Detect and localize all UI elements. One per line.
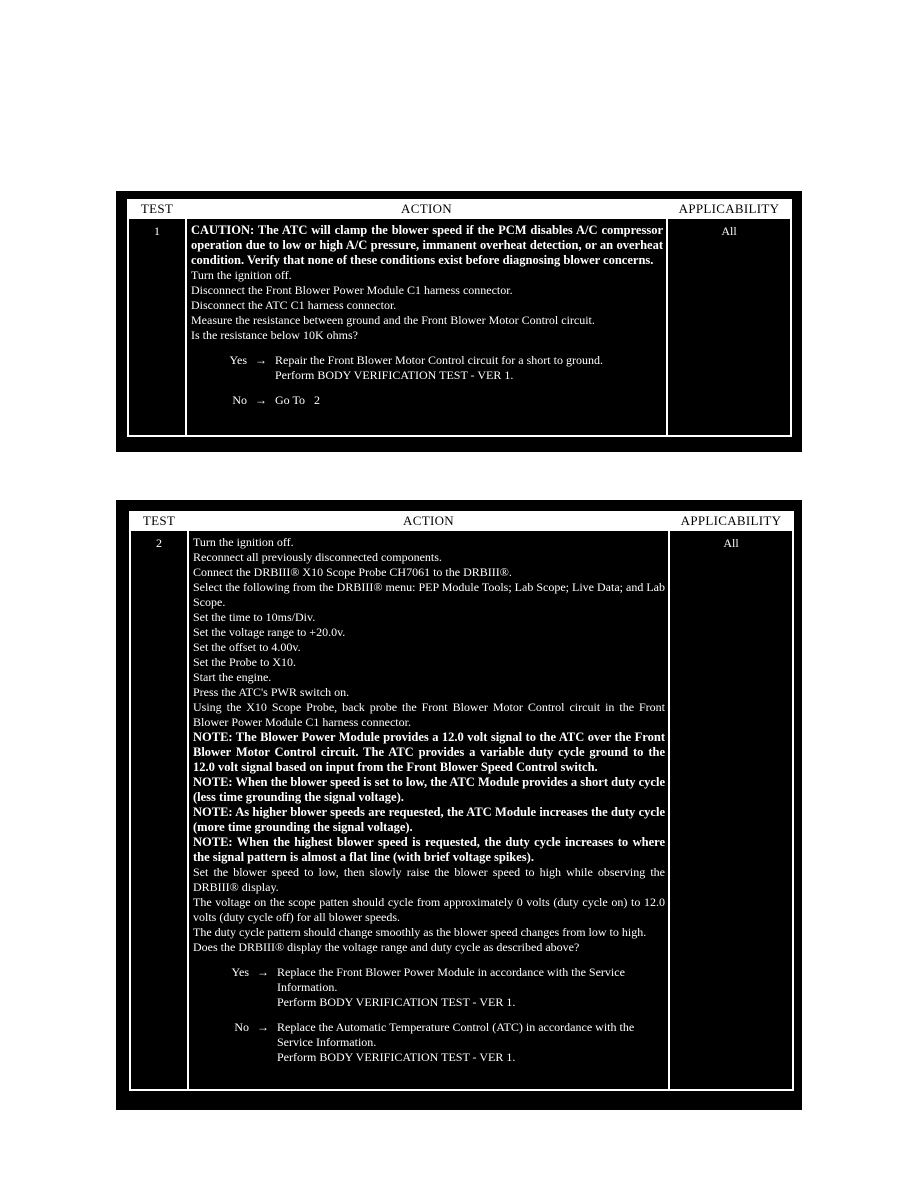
test-2-table [129,511,794,1091]
no-label: No [232,393,247,407]
test-1-panel [116,191,802,452]
header-row [128,200,791,218]
step: Set the voltage range to +20.0v. [193,625,346,639]
yes-label: Yes [231,965,249,979]
arrow-icon: → [257,965,269,979]
no-action: Go To 2 [275,393,320,407]
caution-text: CAUTION: The ATC will clamp the blower speed if the PCM disables A/C compressor operation due to low or high A/C pressure, immanent overheat detection, or an overheat condition. Verify that none of these conditions exist before diagnosing blower concerns. [191,223,663,267]
no-action: Replace the Automatic Temperature Control (ATC) in accordance with the Service Information. [277,1020,635,1049]
yes-action: Replace the Front Blower Power Module in accordance with the Service Information. [277,965,625,994]
arrow-icon: → [257,1020,269,1034]
step: Press the ATC's PWR switch on. [193,685,350,699]
yes-verification: Perform BODY VERIFICATION TEST - VER 1. [277,995,516,1009]
no-label: No [234,1020,249,1034]
step: Start the engine. [193,670,272,684]
step: Set the time to 10ms/Div. [193,610,316,624]
step: Select the following from the DRBIII® menu: PEP Module Tools; Lab Scope; Live Data; and Lab Scope. [193,580,665,609]
applicability-value: All [667,218,791,436]
step: The voltage on the scope patten should cycle from approximately 0 volts (duty cycle on) to 12.0 volts (duty cycle off) for all blower speeds. [193,895,665,924]
step: The duty cycle pattern should change smoothly as the blower speed changes from low to high. [193,925,647,939]
test-2-panel [116,500,802,1110]
test-number: 1 [128,218,186,436]
step: Set the offset to 4.00v. [193,640,301,654]
applicability-value: All [669,530,793,1090]
action-cell [186,218,667,436]
step: Set the blower speed to low, then slowly raise the blower speed to high while observing the DRBIII® display. [193,865,665,894]
test-row [130,530,793,1090]
step: Set the Probe to X10. [193,655,296,669]
no-result [191,393,663,408]
step: Using the X10 Scope Probe, back probe the Front Blower Motor Control circuit in the Front Blower Power Module C1 harness connector. [193,700,665,729]
yes-verification: Perform BODY VERIFICATION TEST - VER 1. [275,368,514,382]
action-header: ACTION [188,512,669,530]
yes-result [191,353,663,383]
test-header: TEST [130,512,188,530]
header-row [130,512,793,530]
test-row [128,218,791,436]
question: Does the DRBIII® display the voltage range and duty cycle as described above? [193,940,580,954]
yes-label: Yes [229,353,247,367]
no-result [193,1020,665,1065]
note: NOTE: As higher blower speeds are requested, the ATC Module increases the duty cycle (more time grounding the signal voltage). [193,805,665,834]
test-1-table [127,199,792,437]
applicability-header: APPLICABILITY [667,200,791,218]
step: Measure the resistance between ground and the Front Blower Motor Control circuit. [191,313,595,327]
question: Is the resistance below 10K ohms? [191,328,358,342]
yes-result [193,965,665,1010]
action-cell [188,530,669,1090]
step: Reconnect all previously disconnected components. [193,550,442,564]
step: Disconnect the Front Blower Power Module C1 harness connector. [191,283,513,297]
yes-action: Repair the Front Blower Motor Control circuit for a short to ground. [275,353,603,367]
note: NOTE: When the blower speed is set to low, the ATC Module provides a short duty cycle (less time grounding the signal voltage). [193,775,665,804]
test-header: TEST [128,200,186,218]
note: NOTE: When the highest blower speed is requested, the duty cycle increases to where the signal pattern is almost a flat line (with brief voltage spikes). [193,835,665,864]
no-verification: Perform BODY VERIFICATION TEST - VER 1. [277,1050,516,1064]
note: NOTE: The Blower Power Module provides a 12.0 volt signal to the ATC over the Front Blower Motor Control circuit. The ATC provides a variable duty cycle ground to the 12.0 volt signal based on input from the Front Blower Speed Control switch. [193,730,665,774]
test-number: 2 [130,530,188,1090]
step: Disconnect the ATC C1 harness connector. [191,298,397,312]
step: Turn the ignition off. [191,268,292,282]
action-header: ACTION [186,200,667,218]
step: Connect the DRBIII® X10 Scope Probe CH7061 to the DRBIII®. [193,565,512,579]
arrow-icon: → [255,353,267,367]
step: Turn the ignition off. [193,535,294,549]
arrow-icon: → [255,393,267,407]
applicability-header: APPLICABILITY [669,512,793,530]
